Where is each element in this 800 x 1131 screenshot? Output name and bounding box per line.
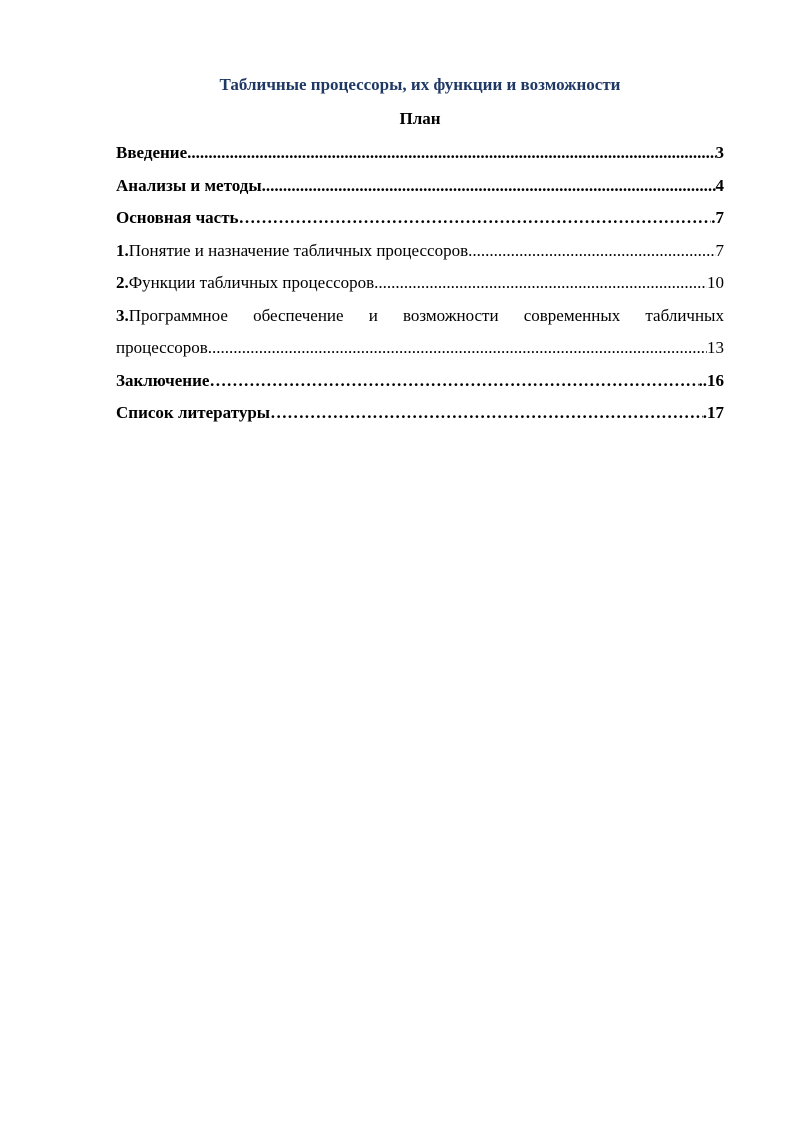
dot-leader [239,207,712,229]
toc-entry-label: Анализы и методы [116,175,262,195]
toc-entry-main-part [116,207,724,240]
toc-page-number: 4 [715,175,724,195]
table-of-contents [116,142,724,435]
toc-entry-bibliography [116,402,724,435]
toc-word: современных [523,305,621,325]
dot-leader [187,142,715,164]
toc-word: возможности [403,305,499,325]
toc-entry-section-3-continuation [116,337,724,370]
toc-page-number: ..16 [698,370,724,390]
toc-page-number: .7 [711,208,724,227]
toc-entry-label: Введение [116,143,188,162]
toc-entry-section-1 [116,240,724,273]
toc-entry-introduction [116,142,724,175]
toc-section-number: 1. [116,240,129,260]
toc-entry-label: Заключение [116,370,210,390]
toc-entry-label: Понятие и назначение табличных процессоров [128,240,469,260]
toc-page-number: 7 [715,240,724,260]
toc-word: Программное [128,305,228,325]
dot-leader [374,272,707,294]
toc-entry-label: Список литературы [116,403,271,422]
toc-entry-section-3 [116,305,724,338]
toc-section-number: 3. [116,305,129,325]
document-title: Табличные процессоры, их функции и возможности [219,75,621,94]
toc-word: и [368,305,378,325]
toc-page-number: 13 [707,338,724,357]
dot-leader [270,402,703,424]
toc-entry-label: процессоров [116,338,208,357]
dot-leader [468,240,715,262]
toc-section-number: 2. [116,273,129,292]
dot-leader [262,175,716,197]
toc-entry-conclusion [116,370,724,403]
plan-heading: План [399,109,441,128]
toc-page-number: 10 [707,273,724,292]
toc-entry-label: Основная часть [116,208,239,227]
toc-page-number: 3 [715,143,724,162]
toc-page-number: .17 [702,403,724,422]
toc-entry-section-2 [116,272,724,305]
toc-entry-label [129,305,724,327]
toc-word: табличных [645,305,724,325]
dot-leader [208,337,707,359]
dot-leader [209,370,698,392]
toc-entry-label: Функции табличных процессоров [128,273,375,292]
toc-word: обеспечение [253,305,344,325]
toc-entry-analysis-methods [116,175,724,208]
